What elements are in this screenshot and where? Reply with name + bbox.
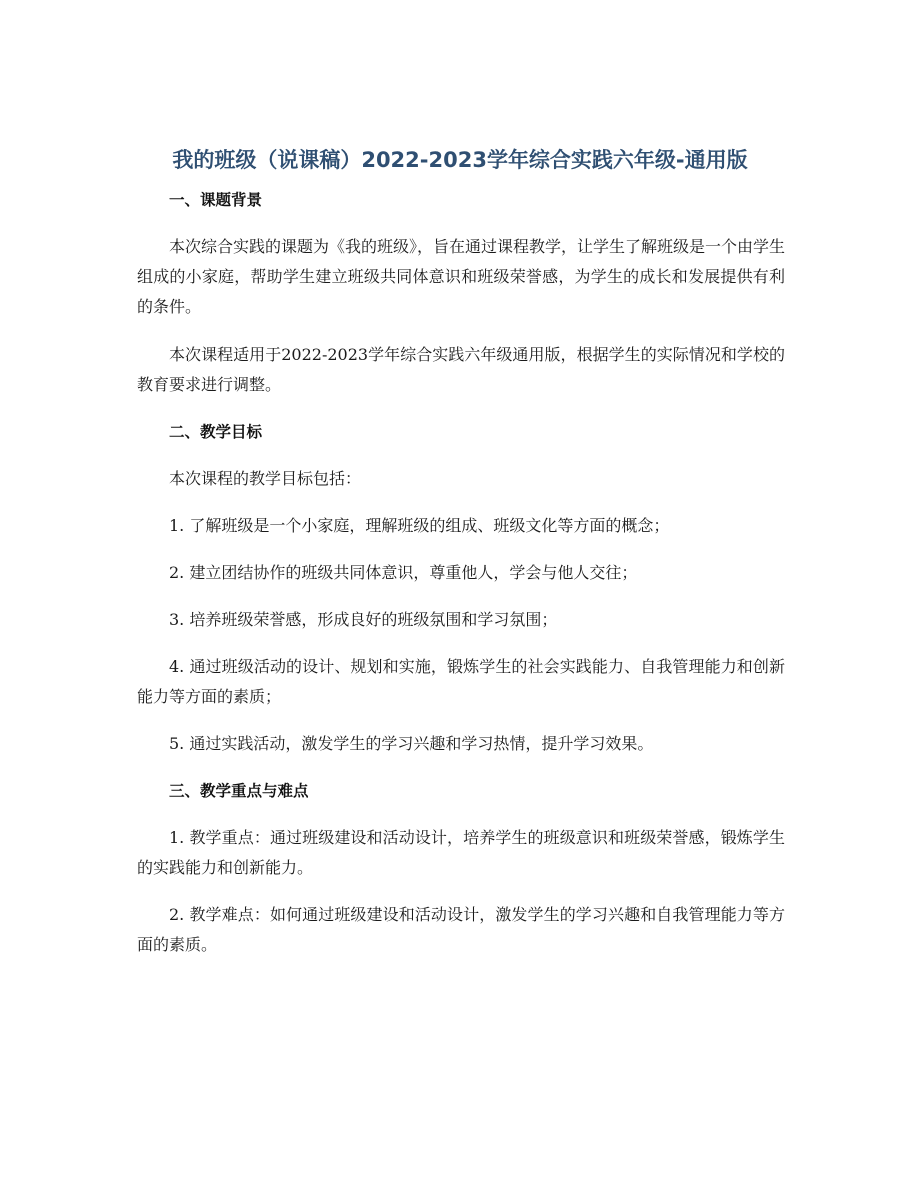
document-title: 我的班级（说课稿）2022-2023学年综合实践六年级-通用版 [172,148,748,172]
section-heading-key-points: 三、教学重点与难点 [169,782,309,800]
objective-item-5: 5. 通过实践活动，激发学生的学习兴趣和学习热情，提升学习效果。 [169,734,654,753]
objective-item-4: 4. 通过班级活动的设计、规划和实施，锻炼学生的社会实践能力、自我管理能力和创新能力等方面的素质； [137,657,785,706]
objective-item-3: 3. 培养班级荣誉感，形成良好的班级氛围和学习氛围； [169,610,558,629]
difficulty-item: 2. 教学难点：如何通过班级建设和活动设计，激发学生的学习兴趣和自我管理能力等方面的素质。 [137,905,785,954]
background-paragraph-2: 本次课程适用于2022-2023学年综合实践六年级通用版，根据学生的实际情况和学校的教育要求进行调整。 [137,345,785,394]
background-paragraph-1: 本次综合实践的课题为《我的班级》，旨在通过课程教学，让学生了解班级是一个由学生组成的小家庭，帮助学生建立班级共同体意识和班级荣誉感，为学生的成长和发展提供有利的条件。 [137,237,786,316]
objectives-intro: 本次课程的教学目标包括： [169,469,362,488]
objective-item-1: 1. 了解班级是一个小家庭，理解班级的组成、班级文化等方面的概念； [169,516,670,535]
objective-item-2: 2. 建立团结协作的班级共同体意识，尊重他人，学会与他人交往； [169,563,638,582]
section-heading-objectives: 二、教学目标 [169,423,263,441]
section-heading-background: 一、课题背景 [169,191,263,209]
key-point-item: 1. 教学重点：通过班级建设和活动设计，培养学生的班级意识和班级荣誉感，锻炼学生的实践能力和创新能力。 [137,828,785,877]
document-body [137,185,785,977]
